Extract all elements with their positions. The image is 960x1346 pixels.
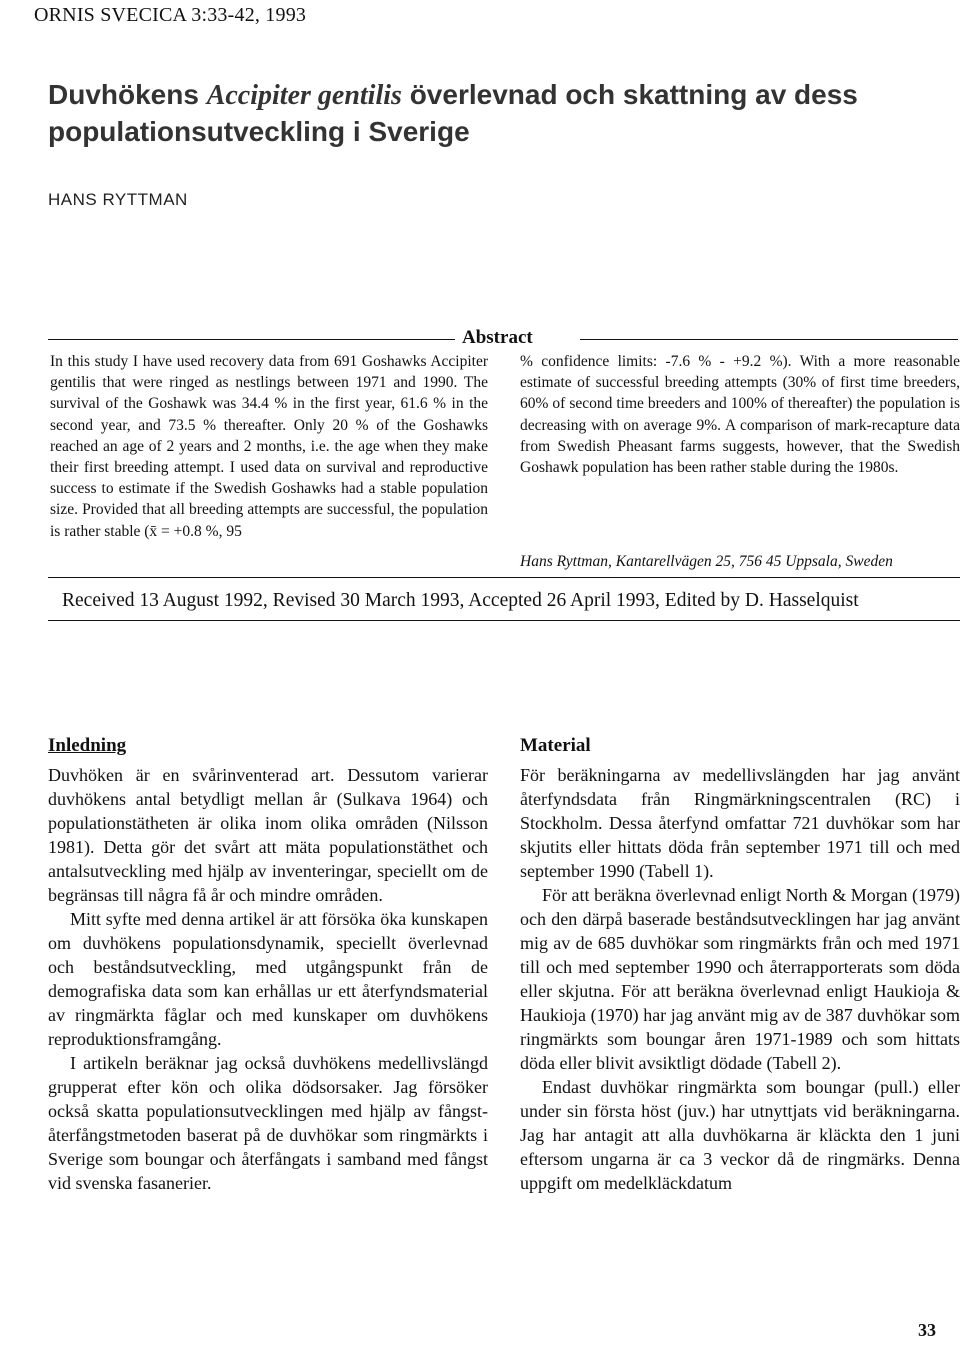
left-column <box>48 733 488 1195</box>
title-part-2: överlevnad och skattning av dess populationsutveckling i Sverige <box>48 79 858 147</box>
abstract-rule-left <box>48 339 455 340</box>
section-heading-inledning: Inledning <box>48 735 127 756</box>
title-species: Accipiter gentilis <box>206 80 402 111</box>
abstract-text-left: In this study I have used recovery data from 691 Goshawks Accipiter gentilis that were ringed as nestlings between 1971 and 1990. The survival of the Goshawk was 34.4 % in the first year, 61.6 % in the second year, and 73.5 % thereafter. Only 20 % of the Goshawks reached an age of 2 years and 2 months, i.e. the age when they make their first breeding attempt. I used data on survival and reproductive success to estimate if the Swedish Goshawks had a stable population size. Provided that all breeding attempts are successful, the population is rather stable (x̄ = +0.8 %, 95 <box>50 353 488 540</box>
section-heading-material: Material <box>520 735 591 756</box>
journal-citation: ORNIS SVECICA 3:33-42, 1993 <box>34 4 307 26</box>
abstract-heading: Abstract <box>462 327 533 348</box>
received-dates: Received 13 August 1992, Revised 30 March 1993, Accepted 26 April 1993, Edited by D. Hasselquist <box>62 590 859 611</box>
abstract-header <box>48 327 958 351</box>
abstract-bottom-rule <box>48 577 960 578</box>
paragraph: För beräkningarna av medellivslängden har jag använt återfyndsdata från Ringmärkningscentralen (RC) i Stockholm. Dessa återfynd omfattar 721 duvhökar som har skjutits eller hittats döda från september 1971 till och med september 1990 (Tabell 1). <box>520 765 960 881</box>
title-part-1: Duvhökens <box>48 79 207 110</box>
abstract-rule-right <box>580 339 958 340</box>
right-column <box>520 733 960 1195</box>
author-name: HANS RYTTMAN <box>48 190 188 209</box>
paragraph: Mitt syfte med denna artikel är att försöka öka kunskapen om duvhökens populationsdynamik, speciellt överlevnad och beståndsutveckling, med utgångspunkt från de demografiska data som kan erhållas ur ett återfyndsmaterial av ringmärkta fåglar och med kunskaper om duvhökens reproduktionsframgång. <box>48 909 488 1049</box>
paragraph: Endast duvhökar ringmärkta som boungar (pull.) eller under sin första höst (juv.) har utnyttjats vid beräkningarna. Jag har antagit att alla duvhökarna är kläckta den 1 juni eftersom ungarna är ca 3 veckor då de ringmärks. Denna uppgift om medelkläckdatum <box>520 1077 960 1193</box>
page-number: 33 <box>918 1320 936 1340</box>
author-address: Hans Ryttman, Kantarellvägen 25, 756 45 Uppsala, Sweden <box>520 553 893 570</box>
received-rule <box>48 620 960 621</box>
abstract-right-column <box>520 351 960 478</box>
abstract-left-column <box>50 351 488 542</box>
abstract-text-right: % confidence limits: -7.6 % - +9.2 %). With a more reasonable estimate of successful breeding attempts (30% of first time breeders, 60% of second time breeders and 100% of thereafter) the population is decreasing with on average 9%. A comparison of mark-recapture data from Swedish Pheasant farms suggests, however, that the Swedish Goshawk population has been rather stable during the 1980s. <box>520 353 960 477</box>
paragraph: Duvhöken är en svårinventerad art. Dessutom varierar duvhökens antal betydligt mellan år (Sulkava 1964) och populationstätheten är olika inom olika områden (Nilsson 1981). Detta gör det svårt att mäta populationstäthet och antalsutveckling med hjälp av inventeringar, speciellt om de begränsas till några få år och mindre områden. <box>48 765 488 905</box>
article-title <box>48 77 928 150</box>
paragraph: I artikeln beräknar jag också duvhökens medellivslängd grupperat efter kön och olika dödsorsaker. Jag försöker också skatta populationsutvecklingen med hjälp av fångst-återfångstmetoden baserat på de duvhökar som ringmärkts i Sverige som boungar och återfångats i samband med fångst vid svenska fasanerier. <box>48 1053 488 1193</box>
paragraph: För att beräkna överlevnad enligt North & Morgan (1979) och den därpå baserade beståndsutvecklingen har jag använt mig av de 685 duvhökar som ringmärkts från och med 1971 till och med september 1990 och återrapporterats som döda eller skjutna. För att beräkna överlevnad enligt Haukioja & Haukioja (1970) har jag använt mig av de 387 duvhökar som ringmärkts som boungar åren 1971-1989 och som hittats döda eller blivit avsiktligt dödade (Tabell 2). <box>520 885 960 1073</box>
